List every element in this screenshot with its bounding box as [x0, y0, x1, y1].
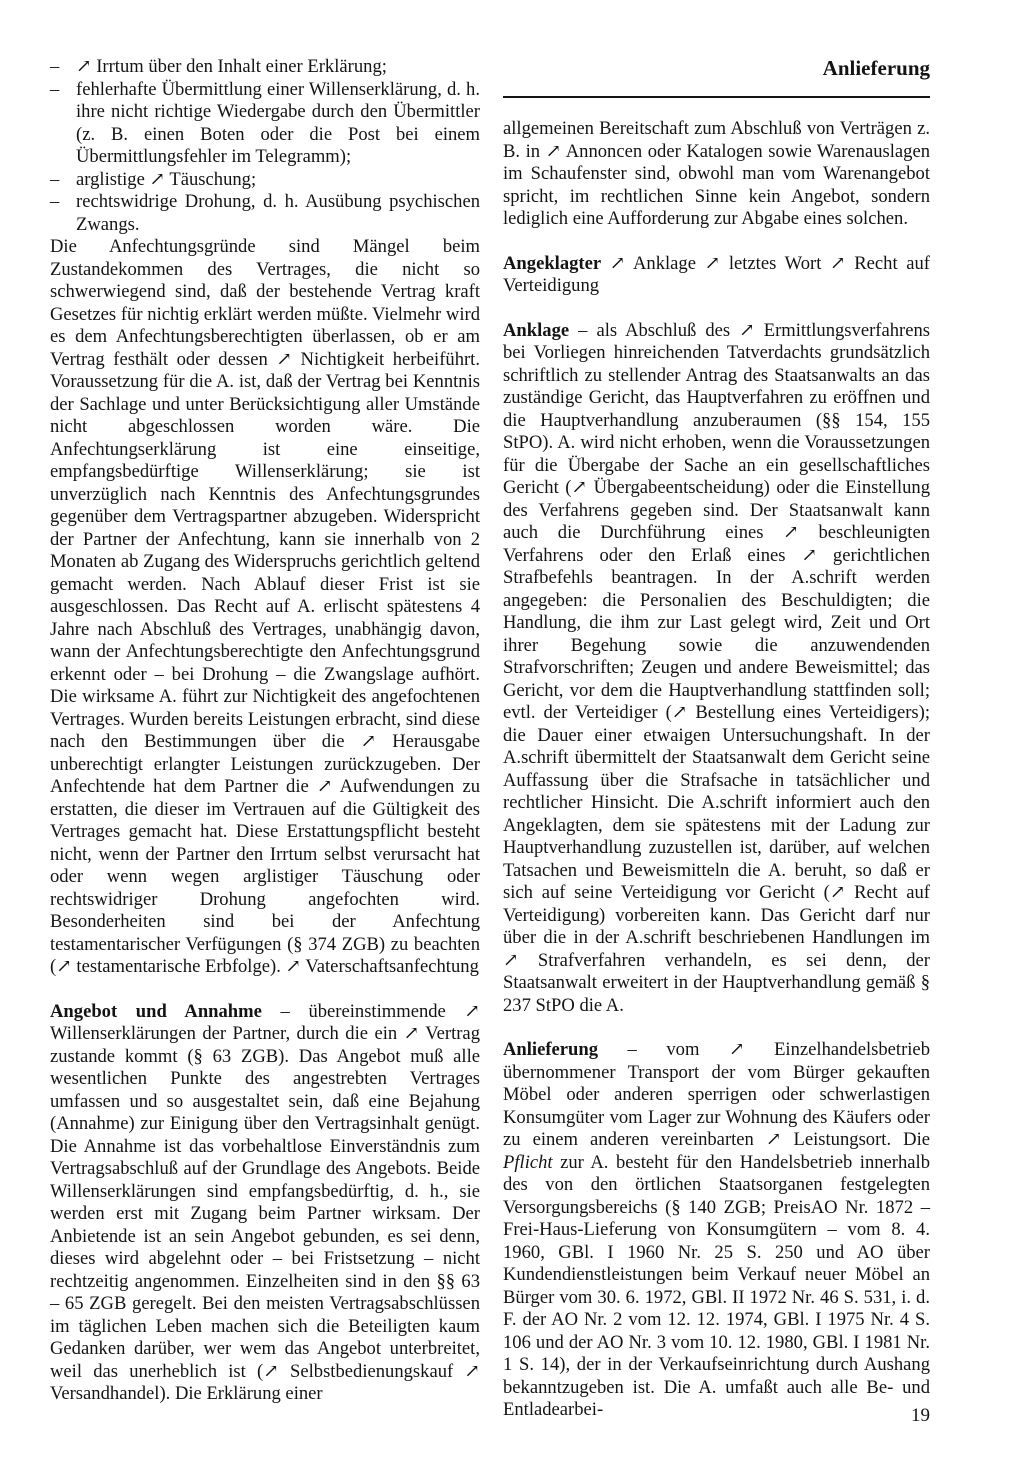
entry-emphasis: Pflicht [503, 1151, 553, 1173]
entry-term: Anlieferung [503, 1039, 599, 1060]
entry-text: zur A. besteht für den Handelsbetrieb innerhalb des von den örtlichen Staatsorganen festgelegten Versorgungsbereichs (§ 140 ZGB; PreisAO Nr. 1872 – Frei-Haus-Lieferung von Konsumgütern – vom 8. 4. 1960, GBl. I 1960 Nr. 25 S. 250 und AO über Kundendienstleistungen beim Verkauf neuer Möbel an Bürger vom 30. 6. 1972, GBl. II 1972 Nr. 46 S. 531, i. d. F. der AO Nr. 2 vom 12. 12. 1974, GBl. I 1975 Nr. 4 S. 106 und der AO Nr. 3 vom 10. 12. 1980, GBl. I 1981 Nr. 1 S. 14), der in der Verkaufseinrichtung durch Aushang bekanntzugeben ist. Die A. umfaßt auch alle Be- und Entladearbei- [503, 1151, 930, 1420]
list-item-text: ↗ Irrtum über den Inhalt einer Erklärung; [76, 56, 387, 77]
page-number: 19 [911, 1405, 930, 1426]
entry-angebot-und-annahme [50, 1001, 480, 1406]
right-column [503, 118, 930, 1422]
list-marker: – [50, 191, 60, 212]
entry-text: – übereinstimmende ↗ Willenserklärungen der Partner, durch die ein ↗ Vertrag zustande kommt (§ 63 ZGB). Das Angebot muß alle wesentlichen Punkte des angestrebten Vertrages umfassen und so ausgestaltet sein, daß eine Bejahung (Annahme) zur Einigung über den Vertragsinhalt genügt. Die Annahme ist das vorbehaltlose Einverständnis zum Vertragsabschluß auf der Grundlage des Angebots. Beide Willenserklärungen sind empfangsbedürftig, d. h., sie werden erst mit Zugang beim Partner wirksam. Der Anbietende ist an sein Angebot gebunden, es sei denn, dieses wird abgelehnt oder – bei Fristsetzung – nicht rechtzeitig angenommen. Einzelheiten sind in den §§ 63 – 65 ZGB geregelt. Bei den meisten Vertragsabschlüssen im täglichen Leben machen sich die Beteiligten kaum Gedanken darüber, wer wem das Angebot unterbreitet, weil das unerheblich ist (↗ Selbstbedienungskauf ↗ Versandhandel). Die Erklärung einer [50, 1000, 480, 1404]
list-marker: – [50, 168, 60, 190]
entry-text: – als Abschluß des ↗ Ermittlungsverfahrens bei Vorliegen hinreichenden Tatverdachts grundsätzlich schriftlich zu stellender Antrag des Staatsanwalts an das zuständige Gericht, das Hauptverfahren zu eröffnen und die Hauptverhandlung anzuberaumen (§§ 154, 155 StPO). A. wird nicht erhoben, wenn die Voraussetzungen für die Übergabe der Sache an ein gesellschaftliches Gericht (↗ Übergabeentscheidung) oder die Einstellung des Verfahrens gegeben sind. Der Staatsanwalt kann auch die Durchführung eines ↗ beschleunigten Verfahrens oder den Erlaß eines ↗ gerichtlichen Strafbefehls beantragen. In der A.schrift werden angegeben: die Personalien des Beschuldigten; die Handlung, die ihm zur Last gelegt wird, Zeit und Ort ihrer Begehung sowie die anzuwendenden Strafvorschriften; Zeugen und andere Beweismittel; das Gericht, vor dem die Hauptverhandlung stattfinden soll; evtl. der Verteidiger (↗ Bestellung eines Verteidigers); die Dauer einer etwaigen Untersuchungshaft. In der A.schrift übermittelt der Staatsanwalt dem Gericht seine Auffassung über die Strafsache in tatsächlicher und rechtlicher Hinsicht. Die A.schrift informiert auch den Angeklagten, dem sie spätestens mit der Ladung zur Hauptverhandlung zuzustellen ist, darüber, auf welchen Tatsachen und Beweismitteln die A. beruht, so daß er sich auf seine Verteidigung vor Gericht (↗ Recht auf Verteidigung) vorbereiten kann. Das Gericht darf nur über die in der A.schrift beschriebenen Handlungen im ↗ Strafverfahren verhandeln, es sei denn, der Staatsanwalt erweitert in der Hauptverhandlung gemäß § 237 StPO die A. [503, 319, 930, 1016]
entry-anklage [503, 320, 930, 1018]
entry-term: Anklage [503, 319, 570, 341]
list-item [50, 169, 480, 192]
list-marker: – [50, 56, 60, 77]
list-item-text: arglistige ↗ Täuschung; [76, 168, 257, 190]
entry-text: ↗ Anklage ↗ letztes Wort ↗ Recht auf Verteidigung [503, 252, 930, 296]
left-column [50, 56, 480, 1406]
list-item-text: rechtswidrige Drohung, d. h. Ausübung psychischen Zwangs. [76, 191, 480, 235]
list-marker: – [50, 78, 60, 100]
header-rule [503, 96, 930, 98]
list-item [50, 191, 480, 236]
running-header: Anlieferung [822, 56, 930, 80]
list-item [50, 56, 480, 79]
entry-term: Angeklagter [503, 252, 602, 274]
entry-text: – vom ↗ Einzelhandelsbetrieb übernommener Transport der vom Bürger gekauften Möbel oder anderen sperrigen oder schwerlastigen Konsumgüter vom Lager zur Wohnung des Käufers oder zu einem anderen vereinbarten ↗ Leistungsort. Die [503, 1039, 930, 1150]
entry-term: Angebot und Annahme [50, 1000, 262, 1022]
entry-angeklagter [503, 253, 930, 298]
continuation-paragraph: Die Anfechtungsgründe sind Mängel beim Zustandekommen des Vertrages, die nicht so schwerwiegend sind, daß der bestehende Vertrag kraft Gesetzes für nichtig erklärt werden müßte. Vielmehr wird es dem Anfechtungsberechtigten überlassen, ob er am Vertrag festhält oder dessen ↗ Nichtigkeit herbeiführt. Voraussetzung für die A. ist, daß der Vertrag bei Kenntnis der Sachlage und unter Berücksichtigung aller Umstände nicht abgeschlossen worden wäre. Die Anfechtungserklärung ist eine einseitige, empfangsbedürftige Willenserklärung; sie ist unverzüglich nach Kenntnis des Anfechtungsgrundes gegenüber dem Vertragspartner abzugeben. Widerspricht der Partner der Anfechtung, kann sie innerhalb von 2 Monaten ab Zugang des Widerspruchs gerichtlich geltend gemacht werden. Nach Ablauf dieser Frist ist sie ausgeschlossen. Das Recht auf A. erlischt spätestens 4 Jahre nach Abschluß des Vertrages, unabhängig davon, wann der Anfechtungsberechtigte den Anfechtungsgrund erkennt oder – bei Drohung – die Zwangslage aufhört. Die wirksame A. führt zur Nichtigkeit des angefochtenen Vertrages. Wurden bereits Leistungen erbracht, sind diese nach den Bestimmungen über die ↗ Herausgabe unberechtigt erlangter Leistungen zurückzugeben. Der Anfechtende hat dem Partner die ↗ Aufwendungen zu erstatten, die dieser im Vertrauen auf die Gültigkeit des Vertrages gemacht hat. Diese Erstattungspflicht besteht nicht, wenn der Partner den Irrtum selbst verursacht hat oder wenn wegen arglistiger Täuschung oder rechtswidriger Drohung angefochten wird. Besonderheiten sind bei der Anfechtung testamentarischer Verfügungen (§ 374 ZGB) zu beachten (↗ testamentarische Erbfolge). ↗ Vaterschaftsanfechtung [50, 236, 480, 977]
entry-anlieferung [503, 1039, 930, 1422]
list-item-text: fehlerhafte Übermittlung einer Willenserklärung, d. h. ihre nicht richtige Wiedergabe durch den Übermittler (z. B. einen Boten oder die Post bei einem Übermittlungsfehler im Telegramm); [76, 78, 480, 167]
list-item [50, 79, 480, 169]
continuation-paragraph: allgemeinen Bereitschaft zum Abschluß von Verträgen z. B. in ↗ Annoncen oder Katalogen sowie Warenauslagen im Schaufenster sind, obwohl man vom Warenangebot spricht, im rechtlichen Sinne kein Angebot, sondern lediglich eine Aufforderung zur Abgabe eines solchen. [503, 118, 930, 229]
